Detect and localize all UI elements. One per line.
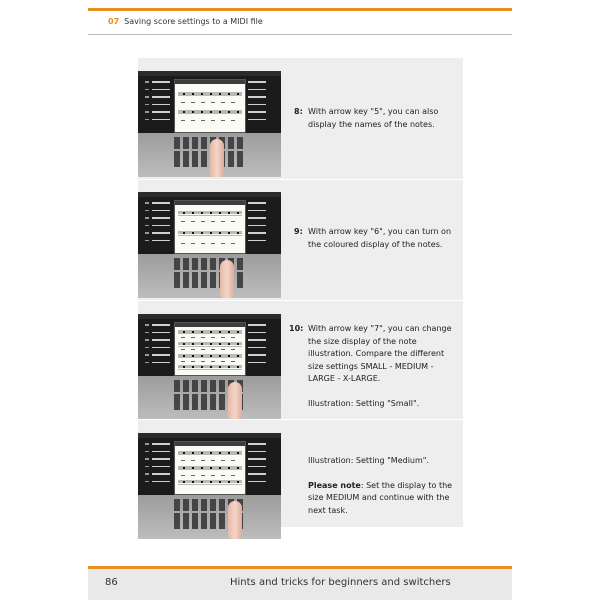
step-text: With arrow key "6", you can turn on the coloured display of the notes. <box>308 227 452 249</box>
chapter-number: 07 <box>108 17 120 26</box>
illustration-caption: Illustration: Setting "Medium". <box>308 456 430 465</box>
keyboard-display-image <box>138 433 281 539</box>
row-divider <box>138 419 463 420</box>
steps-panel <box>138 58 463 527</box>
note-label: Please note <box>308 480 361 490</box>
header-divider <box>88 34 512 35</box>
row-divider <box>138 179 463 180</box>
step-number: 8: <box>294 107 303 116</box>
score-screen <box>174 79 246 133</box>
finger-pressing-key <box>228 501 242 539</box>
illustration-caption: Illustration: Setting "Small". <box>308 398 420 408</box>
row-divider <box>138 300 463 301</box>
step-caption <box>294 106 458 131</box>
header-accent-rule <box>88 8 512 11</box>
step-caption <box>294 226 458 251</box>
step-caption <box>289 323 458 422</box>
step-caption <box>298 455 458 529</box>
chapter-header <box>108 17 263 26</box>
score-screen <box>174 200 246 254</box>
keyboard-display-image <box>138 314 281 420</box>
note-body: : Set the display to the size MEDIUM and continue with the next task. <box>308 480 453 515</box>
keyboard-display-image <box>138 192 281 298</box>
finger-pressing-key <box>220 260 234 298</box>
step-number: 10: <box>289 324 304 333</box>
score-screen <box>174 322 246 376</box>
score-screen <box>174 441 246 495</box>
chapter-title: Saving score settings to a MIDI file <box>124 17 263 26</box>
note-text <box>298 480 458 518</box>
keyboard-display-image <box>138 71 281 177</box>
finger-pressing-key <box>210 139 224 177</box>
step-text: With arrow key "7", you can change the size display of the note illustration. Compare the different size settings SMALL - MEDIUM - LARGE - X-LARGE. <box>308 324 452 383</box>
finger-pressing-key <box>228 382 242 420</box>
page-number: 86 <box>105 577 118 588</box>
footer-title: Hints and tricks for beginners and switchers <box>230 577 451 588</box>
step-number: 9: <box>294 227 303 236</box>
step-text: With arrow key "5", you can also display the names of the notes. <box>308 107 439 129</box>
